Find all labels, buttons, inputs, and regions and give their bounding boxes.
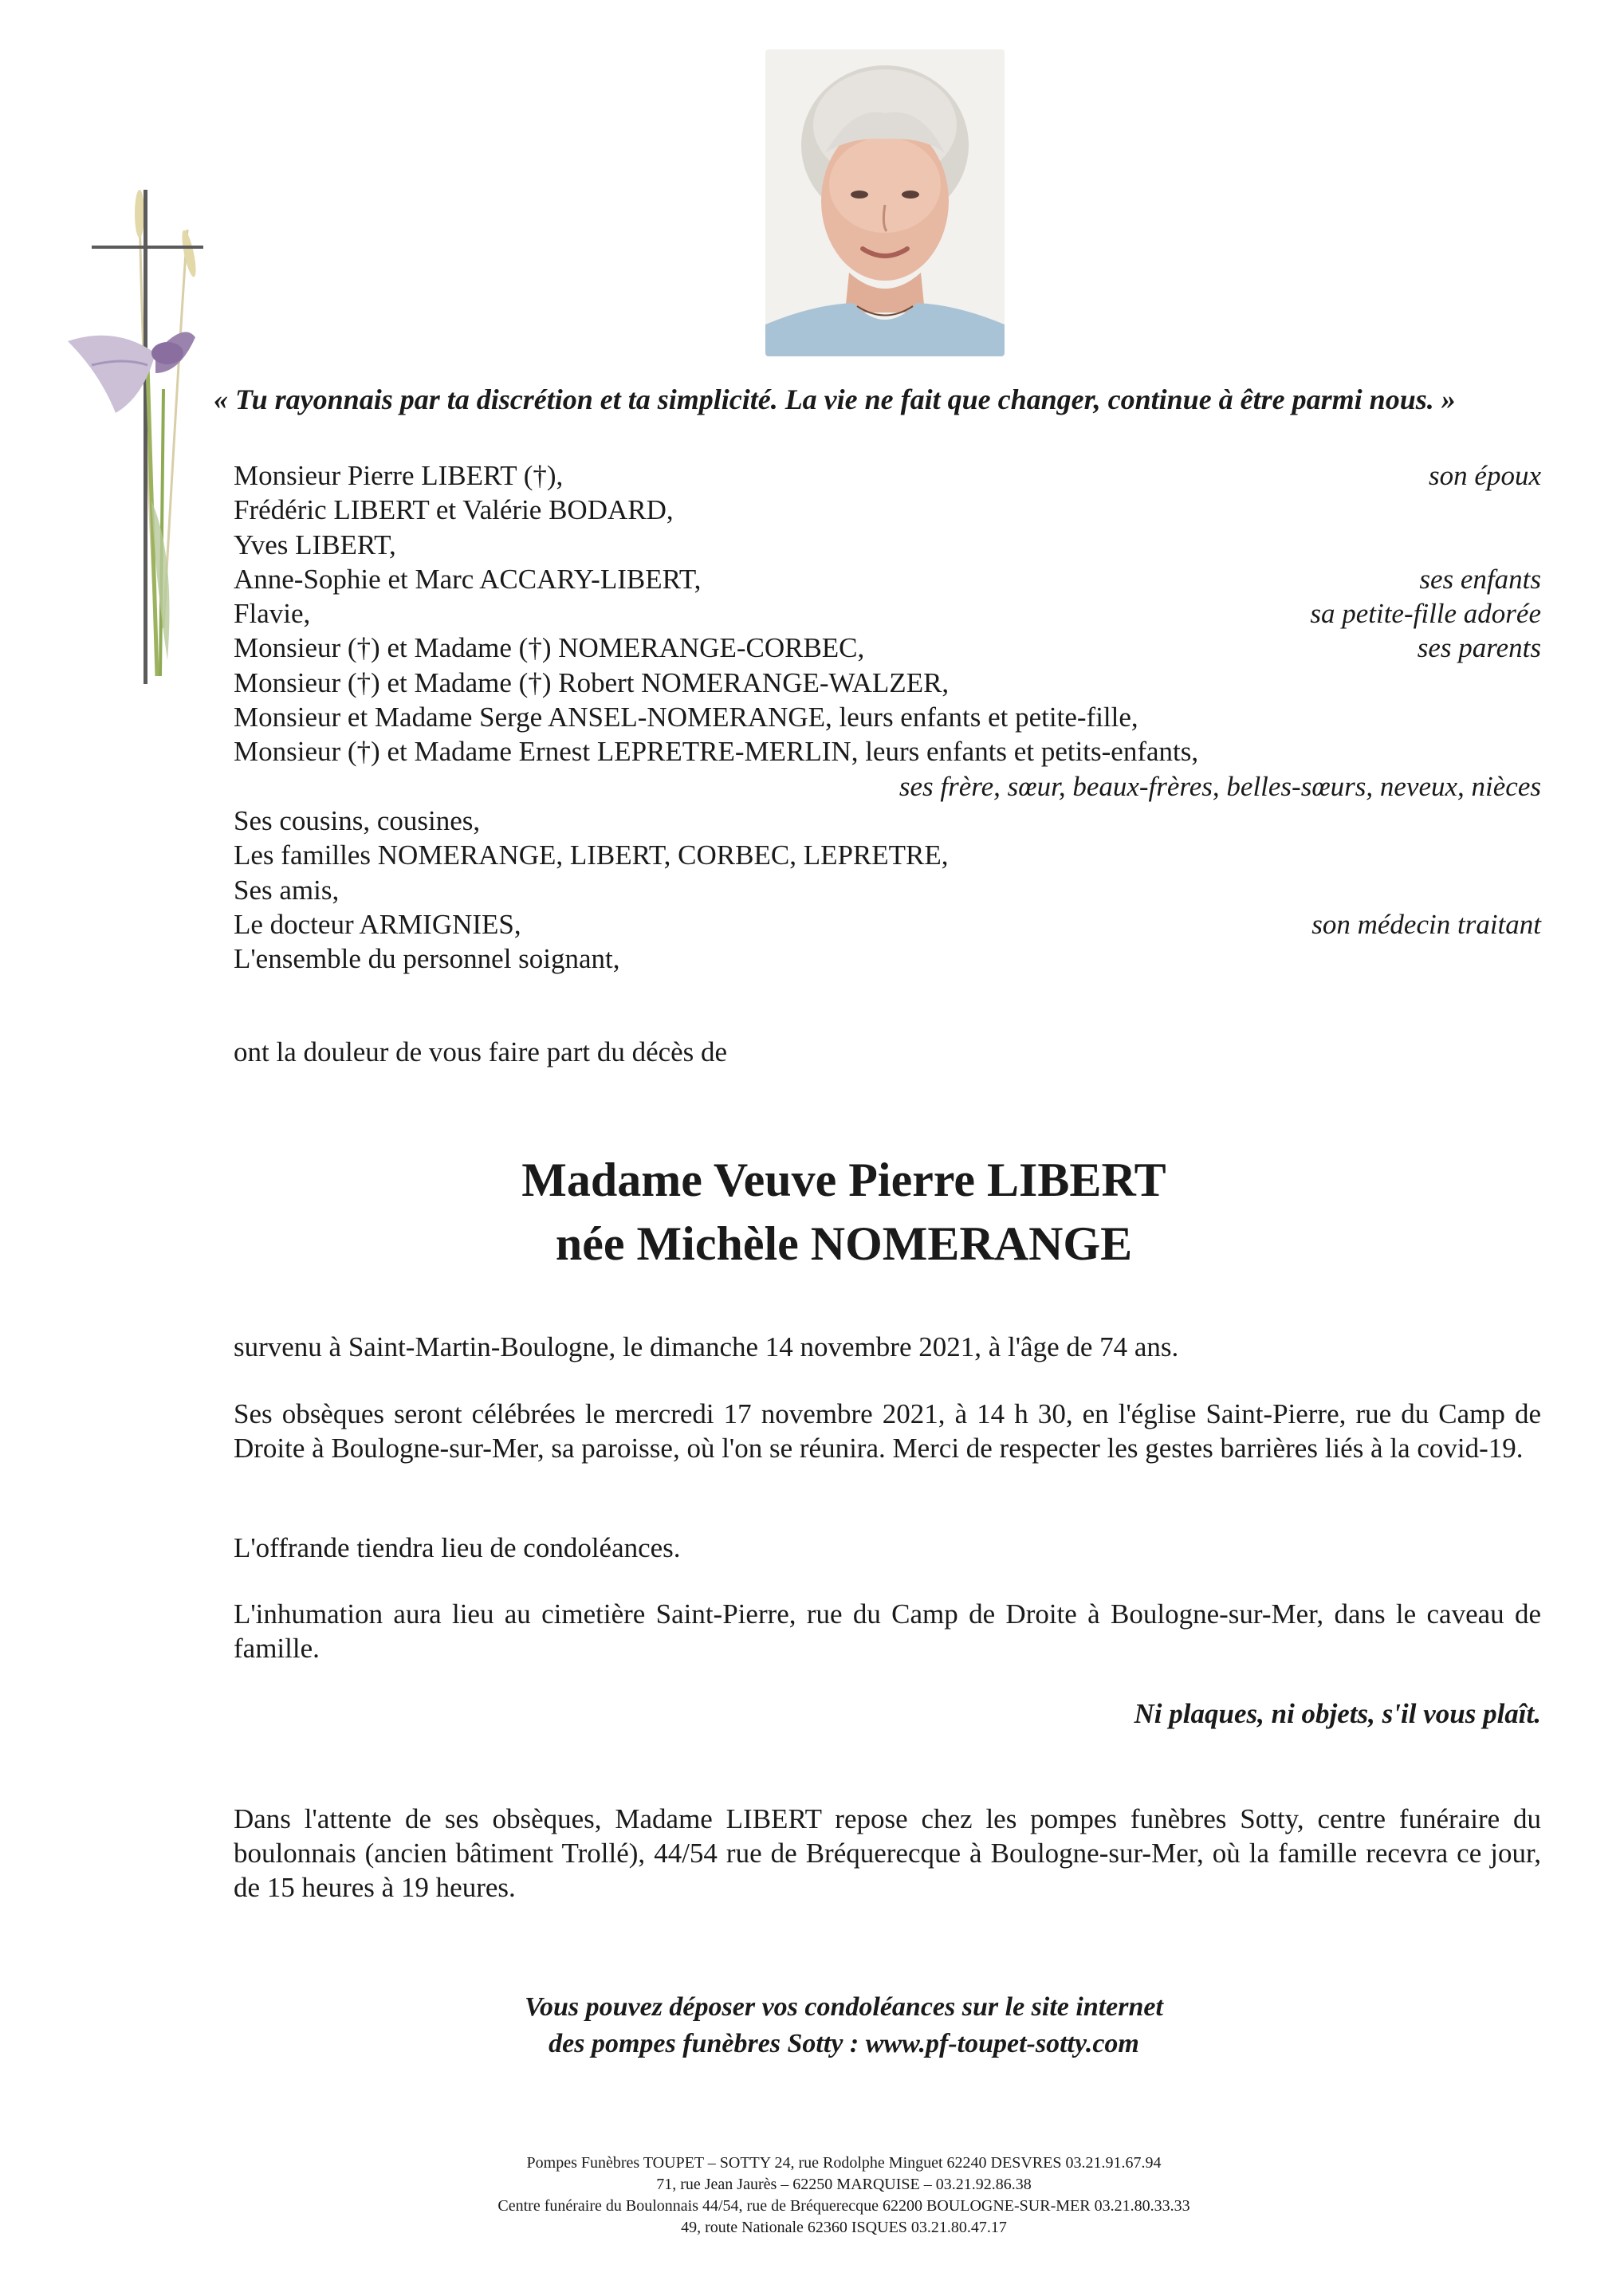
deceased-married-name: Madame Veuve Pierre LIBERT <box>521 1154 1166 1206</box>
family-row <box>234 700 1541 734</box>
family-row <box>234 562 1541 596</box>
family-relation: sa petite-fille adorée <box>1310 598 1541 630</box>
family-relation: son époux <box>1429 460 1541 491</box>
family-name: Les familles NOMERANGE, LIBERT, CORBEC, LEPRETRE, <box>234 839 949 871</box>
footer-line: Pompes Funèbres TOUPET – SOTTY 24, rue Rodolphe Minguet 62240 DESVRES 03.21.91.67.94 <box>526 2154 1162 2172</box>
family-name: Monsieur Pierre LIBERT (†), <box>234 460 564 491</box>
family-name: L'ensemble du personnel soignant, <box>234 943 620 975</box>
cross-lily-decoration <box>68 182 239 692</box>
family-name: Frédéric LIBERT et Valérie BODARD, <box>234 494 674 526</box>
deceased-birth-name: née Michèle NOMERANGE <box>555 1217 1133 1270</box>
family-name: Monsieur (†) et Madame (†) Robert NOMERANGE-WALZER, <box>234 666 950 698</box>
burial-details: L'inhumation aura lieu au cimetière Saint-Pierre, rue du Camp de Droite à Boulogne-sur-Mer, dans le caveau de famille. <box>234 1598 1541 1664</box>
family-name: Le docteur ARMIGNIES, <box>234 908 521 940</box>
family-row <box>234 873 1541 907</box>
condolences-web-note <box>0 1989 1624 2062</box>
web-note-line: Vous pouvez déposer vos condoléances sur le site internet <box>525 1992 1163 2022</box>
family-list <box>234 458 1541 976</box>
family-name: Monsieur (†) et Madame Ernest LEPRETRE-MERLIN, leurs enfants et petits-enfants, <box>234 736 1199 768</box>
family-relation: ses enfants <box>1419 563 1541 595</box>
footer-line: 71, rue Jean Jaurès – 62250 MARQUISE – 03.21.92.86.38 <box>656 2176 1032 2193</box>
portrait-illustration <box>765 49 1005 356</box>
family-row <box>234 666 1541 700</box>
family-relation: son médecin traitant <box>1311 908 1541 940</box>
family-row <box>234 942 1541 976</box>
family-row <box>234 907 1541 942</box>
family-relation: ses parents <box>1417 632 1541 664</box>
family-row <box>234 493 1541 527</box>
portrait-photo <box>765 49 1005 356</box>
family-name: Yves LIBERT, <box>234 529 396 560</box>
epitaph-quote: « Tu rayonnais par ta discrétion et ta simplicité. La vie ne fait que changer, continue à être parmi nous. » <box>214 383 1456 415</box>
family-row <box>234 596 1541 631</box>
family-name: Ses cousins, cousines, <box>234 804 481 836</box>
family-name: Monsieur (†) et Madame (†) NOMERANGE-CORBEC, <box>234 632 865 664</box>
deceased-name <box>0 1148 1624 1276</box>
web-note-link[interactable]: des pompes funèbres Sotty : www.pf-toupet-sotty.com <box>549 2029 1139 2058</box>
family-name: Flavie, <box>234 598 311 630</box>
family-row <box>234 838 1541 872</box>
rest-details: Dans l'attente de ses obsèques, Madame LIBERT repose chez les pompes funèbres Sotty, centre funéraire du boulonnais (ancien bâtiment Trollé), 44/54 rue de Bréquerecque à Boulogne-sur-Mer, où la famille recevra ce jour, de 15 heures à 19 heures. <box>234 1803 1541 1903</box>
family-name: Ses amis, <box>234 874 340 906</box>
family-row <box>234 734 1541 769</box>
offering-note: L'offrande tiendra lieu de condoléances. <box>234 1532 681 1563</box>
funeral-details: Ses obsèques seront célébrées le mercredi 17 novembre 2021, à 14 h 30, en l'église Saint-Pierre, rue du Camp de Droite à Boulogne-sur-Mer, sa paroisse, où l'on se réunira. Merci de respecter les gestes barrières liés à la covid-19. <box>234 1398 1541 1464</box>
announcement-text: ont la douleur de vous faire part du décès de <box>234 1036 728 1067</box>
no-flowers-note: Ni plaques, ni objets, s'il vous plaît. <box>1134 1698 1541 1729</box>
funeral-home-footer <box>0 2152 1624 2239</box>
family-row <box>234 804 1541 838</box>
family-name: Monsieur et Madame Serge ANSEL-NOMERANGE, leurs enfants et petite-fille, <box>234 702 1138 733</box>
family-name: Anne-Sophie et Marc ACCARY-LIBERT, <box>234 563 702 595</box>
family-row <box>234 528 1541 562</box>
cross-icon <box>68 182 239 692</box>
family-row <box>234 631 1541 665</box>
footer-line: 49, route Nationale 62360 ISQUES 03.21.80.47.17 <box>681 2219 1007 2236</box>
family-row <box>234 458 1541 493</box>
family-row <box>234 769 1541 804</box>
family-relation: ses frère, sœur, beaux-frères, belles-sœurs, neveux, nièces <box>899 770 1541 802</box>
death-notice: survenu à Saint-Martin-Boulogne, le dimanche 14 novembre 2021, à l'âge de 74 ans. <box>234 1331 1179 1362</box>
footer-line: Centre funéraire du Boulonnais 44/54, rue de Bréquerecque 62200 BOULOGNE-SUR-MER 03.21.80.33.33 <box>497 2197 1190 2215</box>
